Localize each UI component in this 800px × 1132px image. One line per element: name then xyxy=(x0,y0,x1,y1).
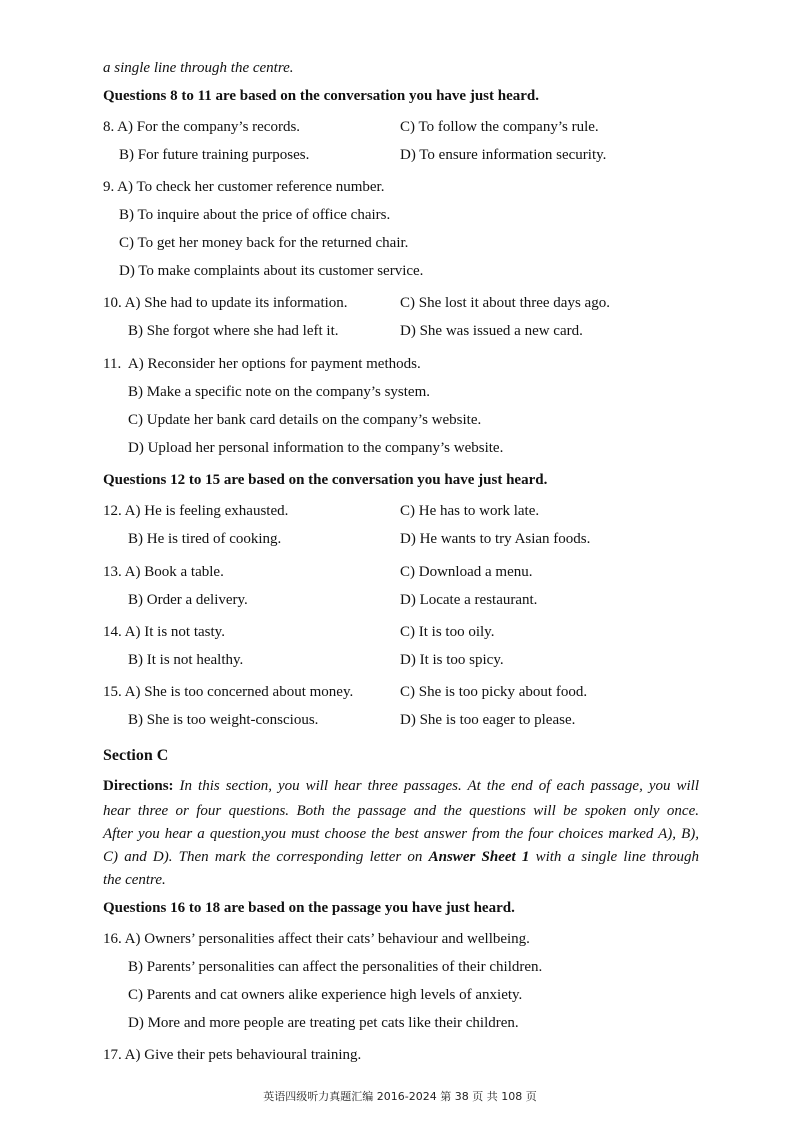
directions-text-1: In this section, you will hear three passages. At the end of each passage, you will xyxy=(179,778,699,794)
q15-option-d: D) She is too eager to please. xyxy=(400,712,576,728)
q14-option-d: D) It is too spicy. xyxy=(400,652,504,668)
q14-option-b: B) It is not healthy. xyxy=(128,652,244,668)
q10-option-a: 10. A) She had to update its information. xyxy=(103,295,348,311)
q12-option-b: B) He is tired of cooking. xyxy=(128,531,282,547)
q14-option-c: C) It is too oily. xyxy=(400,624,495,640)
heading-questions-16-18: Questions 16 to 18 are based on the passage you have just heard. xyxy=(103,900,515,916)
q12-option-c: C) He has to work late. xyxy=(400,503,540,519)
intro-continuation: a single line through the centre. xyxy=(103,60,294,76)
q9-option-b: B) To inquire about the price of office chairs. xyxy=(119,207,391,223)
q10-option-b: B) She forgot where she had left it. xyxy=(128,323,339,339)
q8-option-d: D) To ensure information security. xyxy=(400,147,607,163)
directions-label: Directions: xyxy=(103,778,174,794)
directions-line-2: hear three or four questions. Both the passage and the questions will be spoken only once. xyxy=(103,803,699,819)
q8-option-b: B) For future training purposes. xyxy=(119,147,310,163)
q12-option-a: 12. A) He is feeling exhausted. xyxy=(103,503,289,519)
q11-option-b: B) Make a specific note on the company’s system. xyxy=(128,384,431,400)
heading-questions-8-11: Questions 8 to 11 are based on the conversation you have just heard. xyxy=(103,88,539,104)
directions-line-1 xyxy=(103,776,699,796)
q9-option-a: 9. A) To check her customer reference number. xyxy=(103,179,385,195)
answer-sheet-emphasis: Answer Sheet 1 xyxy=(428,849,530,865)
q13-option-a: 13. A) Book a table. xyxy=(103,564,224,580)
q14-option-a: 14. A) It is not tasty. xyxy=(103,624,225,640)
directions-text-4a: C) and D). Then mark the corresponding letter on xyxy=(103,849,423,865)
q13-option-b: B) Order a delivery. xyxy=(128,592,248,608)
q9-option-c: C) To get her money back for the returned chair. xyxy=(119,235,409,251)
q11-option-a: 11. A) Reconsider her options for payment methods. xyxy=(103,356,421,372)
q16-option-d: D) More and more people are treating pet cats like their children. xyxy=(128,1015,519,1031)
heading-questions-12-15: Questions 12 to 15 are based on the conversation you have just heard. xyxy=(103,472,548,488)
q13-option-d: D) Locate a restaurant. xyxy=(400,592,538,608)
q15-option-c: C) She is too picky about food. xyxy=(400,684,588,700)
q12-option-d: D) He wants to try Asian foods. xyxy=(400,531,591,547)
q8-option-c: C) To follow the company’s rule. xyxy=(400,119,599,135)
page-footer: 英语四级听力真题汇编 2016-2024 第 38 页 共 108 页 xyxy=(263,1090,537,1103)
q9-option-d: D) To make complaints about its customer service. xyxy=(119,263,424,279)
q10-option-d: D) She was issued a new card. xyxy=(400,323,583,339)
directions-text-4b: with a single line through xyxy=(535,849,700,865)
directions-line-4 xyxy=(103,847,699,867)
q10-option-c: C) She lost it about three days ago. xyxy=(400,295,610,311)
directions-line-3: After you hear a question,you must choose the best answer from the four choices marked A), B), xyxy=(103,826,699,842)
q11-option-d: D) Upload her personal information to the company’s website. xyxy=(128,440,504,456)
directions-line-5: the centre. xyxy=(103,872,166,888)
q16-option-c: C) Parents and cat owners alike experience high levels of anxiety. xyxy=(128,987,523,1003)
q13-option-c: C) Download a menu. xyxy=(400,564,533,580)
q15-option-b: B) She is too weight-conscious. xyxy=(128,712,319,728)
q16-option-b: B) Parents’ personalities can affect the personalities of their children. xyxy=(128,959,543,975)
q17-option-a: 17. A) Give their pets behavioural training. xyxy=(103,1047,362,1063)
q8-option-a: 8. A) For the company’s records. xyxy=(103,119,301,135)
q16-option-a: 16. A) Owners’ personalities affect their cats’ behaviour and wellbeing. xyxy=(103,931,530,947)
q11-option-c: C) Update her bank card details on the company’s website. xyxy=(128,412,482,428)
q15-option-a: 15. A) She is too concerned about money. xyxy=(103,684,354,700)
section-c-title: Section C xyxy=(103,747,169,764)
